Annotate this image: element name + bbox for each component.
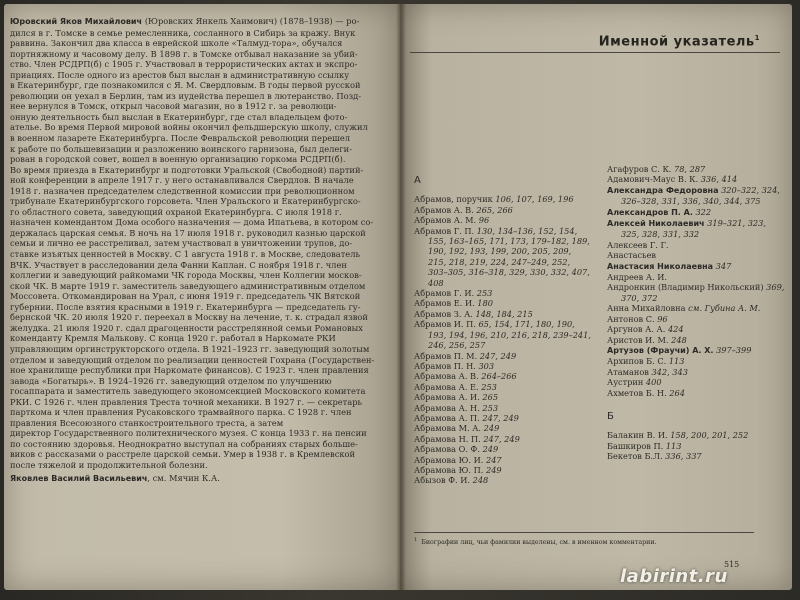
index-entry <box>414 392 592 402</box>
bio-line: раввина. Закончил два класса в еврейской школе «Талмуд-тора», обучался <box>10 38 343 49</box>
index-entry-pages: 342, 343 <box>651 366 688 377</box>
index-entry-name: Абрамова М. А. <box>414 423 482 434</box>
bio-line: директор Государственного политехнического музея. С конца 1933 г. на пенсии <box>10 428 367 439</box>
index-entry <box>607 164 785 174</box>
index-entry <box>607 356 785 366</box>
bio-line: правления Всесоюзного станкостроительного треста, а затем <box>10 417 284 428</box>
index-entry-pages: 253 <box>482 402 499 413</box>
index-entry-name: Анна Михайловна <box>607 303 686 314</box>
bio-line: госаппарата и заместитель заведующего экономсекцией Московского комитета <box>10 386 366 397</box>
index-entry-pages: 322 <box>695 206 712 217</box>
index-entry-pages: 303 <box>478 360 495 371</box>
bio-line: к работе по большевизации и разложению воинского гарнизона, был делеги- <box>10 143 353 154</box>
index-entry-name: Балакин В. И. <box>607 430 668 441</box>
index-entry-pages: 424 <box>667 324 684 335</box>
index-entry-pages: 253 <box>476 288 493 299</box>
index-entry-name: Алексеев Г. Г. <box>607 239 669 250</box>
index-entry-name: Бекетов Б.Л. <box>607 451 663 462</box>
index-title: Именной указатель$^1$ <box>598 34 760 50</box>
index-entry-name: Александров П. А. <box>607 207 693 217</box>
index-header <box>410 32 780 53</box>
bio-line: ской ЧК. В марте 1919 г. заместитель заведующего административным отделом <box>10 280 366 291</box>
index-entry-name: Антонов С. <box>607 313 655 324</box>
bio-line: дился в г. Томске в семье ремесленника, сосланного в Сибирь за кражу. Внук <box>10 27 356 38</box>
index-entry-name: Атаманов <box>607 366 649 377</box>
index-entry <box>414 288 592 298</box>
index-entry-pages: 96 <box>657 313 668 324</box>
bio-line: Моссовета. Откомандирован на Урал, с июня 1919 г. председатель ЧК Вятской <box>10 291 361 302</box>
index-entry-name: Абрамов П. Н. <box>414 360 476 371</box>
index-entry <box>607 441 785 451</box>
index-entry-name: Абрамов Г. И. <box>414 288 475 299</box>
bio-line: парткома и член правления Русаковского трамвайного парка. С 1928 г. член <box>10 407 352 418</box>
index-entry-name: Абрамова О. Ф. <box>414 444 480 455</box>
index-entry <box>607 207 785 218</box>
index-entry <box>414 309 592 319</box>
index-entry-pages: 96 <box>478 215 490 226</box>
index-entry-name: Абрамова А. Н. <box>414 402 480 413</box>
index-entry <box>607 367 785 377</box>
bio-line: революции он уехал в Берлин, там из иудейства перешел в лютеранство. Позд- <box>10 90 362 101</box>
index-entry-pages: 369, 370, 372 <box>621 282 785 303</box>
index-entry-pages: 130, 134–136, 152, 154, 155, 163–165, 171, 173, 179–182, 189, 190, 192, 193, 199, 200, 205, 209, 215, 218, 219, 224, 247–249, 252, 303–305, 316–318, 329, 330, 332, 407, 408 <box>428 225 590 288</box>
bio-line: назначен комендантом Дома особого назначения — дома Ипатьева, в котором со- <box>10 217 374 228</box>
left-page <box>4 4 400 590</box>
bio-line: управляющим оргинструкторского отдела. В 1921–1923 гг. заведующий золотым <box>10 343 370 354</box>
index-entry-name: Абрамов З. А. <box>414 308 473 319</box>
index-entry-name: Абрамов А. М. <box>414 215 477 226</box>
index-entry-pages: 106, 107, 169, 196 <box>495 194 574 205</box>
index-entry-name: Абрамова А. П. <box>414 412 480 423</box>
index-entry <box>607 218 785 240</box>
bio-line: онную деятельность был выслан в Екатеринбург, где стал владельцем фото- <box>10 111 348 122</box>
bio-line: ной конференции в апреле 1917 г. у него останавливался Свердлов. В начале <box>10 175 354 186</box>
index-entry <box>414 413 592 423</box>
bio-line: ателье. Во время Первой мировой войны окончил фельдшерскую школу, служил <box>10 122 368 133</box>
index-entry-pages: 249 <box>483 423 500 434</box>
index-entry-name: Алексей Николаевич <box>607 219 705 229</box>
bio-line: в военном лазарете Екатеринбурга. После Февральской революции перешел <box>10 133 351 144</box>
index-entry-name: Абрамов А. В. <box>414 204 474 215</box>
bio-line: Юровский Яков Михайлович (Юровских Янкель Хаимович) (1878–1938) — ро- <box>10 16 360 26</box>
index-entry <box>414 194 592 204</box>
index-entry <box>414 382 592 392</box>
index-entry-pages: 247, 249 <box>479 350 517 361</box>
index-entry <box>414 371 592 381</box>
index-entry-pages: 319–321, 323, 325, 328, 331, 332 <box>621 218 766 240</box>
index-entry-pages: 158, 200, 201, 252 <box>670 430 749 441</box>
index-entry-pages: 253 <box>481 381 497 392</box>
index-entry-name: Абрамова Ю. И. <box>414 454 484 465</box>
index-entry-pages: 113 <box>665 440 682 451</box>
index-entry <box>607 335 785 345</box>
index-entry <box>607 240 785 250</box>
index-entry-pages: 180 <box>477 298 493 309</box>
bio-line: ВЧК. Участвует в расследовании дела Фанни Каплан. С ноября 1918 г. член <box>10 259 347 270</box>
index-entry-name: Абрамов Е. И. <box>414 298 475 309</box>
bio-line: в Екатеринбург, где познакомился с Я. М. Свердловым. В годы первой русской <box>10 80 361 91</box>
bio-line: завода «Богатырь». В 1924–1926 гг. заведующий отделом по улучшению <box>10 375 332 386</box>
index-entry-name: Абрамов Г. П. <box>414 225 475 236</box>
index-entry-name: Ахметов Б. Н. <box>607 387 667 398</box>
index-entry <box>414 361 592 371</box>
biography-text <box>10 16 396 484</box>
index-entry-pages: 65, 154, 171, 180, 190, 193, 194, 196, 210, 216, 218, 239–241, 246, 256, 257 <box>428 319 591 351</box>
index-entry-pages: 249 <box>482 444 499 455</box>
bio-line: ство. Член РСДРП(б) с 1905 г. Участвовал в террористических актах и экспро- <box>10 59 358 70</box>
bio-line: портняжному и часовому делу. В 1898 г. в Томске отбывал наказание за убий- <box>10 48 358 59</box>
right-page <box>400 4 792 590</box>
index-entry-pages: см. Губина А. М. <box>688 303 761 314</box>
index-entry-pages: 148, 184, 215 <box>475 308 533 319</box>
index-entry-name: Абрамова А. В. <box>414 371 479 382</box>
index-entry <box>607 388 785 398</box>
index-entry-pages: 264–266 <box>481 371 517 382</box>
index-entry-pages: 347 <box>715 260 732 271</box>
index-entry-pages: 247 <box>485 454 502 465</box>
index-entry <box>414 434 592 444</box>
index-entry-name: Анастасьев <box>607 250 657 261</box>
index-entry <box>607 377 785 387</box>
bio-line: трибунале Екатеринбургского горсовета. Член Уральского и Екатеринбургско- <box>10 196 361 207</box>
index-entry-name: Артузов (Фраучи) А. Х. <box>607 345 714 355</box>
index-entry-pages: 113 <box>668 356 685 367</box>
index-entry-name: Адамович-Маус В. К. <box>607 174 699 185</box>
index-entry-pages: 78, 287 <box>674 164 706 174</box>
index-entry <box>607 174 785 184</box>
index-entry-pages: 336, 337 <box>665 451 702 462</box>
bio-line: ставке изъятых ценностей в Москву. С 1 августа 1918 г. в Москве, следователь <box>10 249 361 260</box>
bio-line: ное хранилище республики при Наркомате финансов). С 1923 г. член правления <box>10 365 369 376</box>
bio-ref-name: Яковлев Василий Васильевич <box>10 473 148 483</box>
index-entry <box>607 345 785 356</box>
index-entry <box>607 430 785 440</box>
bio-line: РКИ. С 1926 г. член правления Треста точной механики. В 1927 г. — секретарь <box>10 396 363 407</box>
index-entry <box>607 451 785 461</box>
index-entry-pages: 397–399 <box>716 344 752 355</box>
bio-line: после тяжелой и продолжительной болезни. <box>10 459 208 470</box>
index-entry-pages: 336, 414 <box>700 174 738 185</box>
index-entry-name: Андреев А. И. <box>607 272 667 283</box>
index-entry-name: Аргунов А. А. <box>607 324 666 335</box>
index-entry-name: Башкиров П. <box>607 440 664 451</box>
bio-line: бернской ЧК. 20 июля 1920 г. переехал в Москву на лечение, т. к. страдал язвой <box>10 312 368 323</box>
watermark-logo: labirint.ru <box>620 566 728 587</box>
bio-line: коменданту Кремля Малькову. С конца 1920 г. работал в Наркомате РКИ <box>10 333 336 344</box>
index-entry <box>414 319 592 350</box>
index-entry-name: Аустрин <box>607 377 644 388</box>
index-letter: Б <box>607 410 614 422</box>
index-entry <box>607 303 785 313</box>
index-entry-pages: 247, 249 <box>483 433 520 444</box>
index-entry <box>607 250 785 260</box>
index-entry <box>414 455 592 465</box>
index-entry-pages: 248 <box>472 475 489 486</box>
index-letter: А <box>414 175 421 186</box>
index-entry <box>414 226 592 288</box>
index-entry-name: Александра Федоровна <box>607 185 719 195</box>
index-entry <box>607 185 785 207</box>
index-entry-pages: 265 <box>482 392 499 403</box>
index-entry <box>414 444 592 454</box>
bio-line: рован в городской совет, вошел в военную организацию горкома РСДРП(б). <box>10 154 346 165</box>
index-entry <box>607 261 785 272</box>
index-entry-pages: 265, 266 <box>476 204 513 215</box>
index-entry <box>414 423 592 433</box>
bio-line: виков с рассказами о расстреле царской семьи. Умер в 1938 г. в Кремлевской <box>10 449 356 460</box>
index-entry <box>414 298 592 308</box>
index-entry-pages: 264 <box>669 387 685 398</box>
bio-line: нее вернулся в Томск, открыл часовой магазин, но в 1912 г. за революци- <box>10 101 337 112</box>
page-number: 515 <box>724 560 740 569</box>
index-entry <box>414 465 592 475</box>
index-entry-name: Абрамов П. М. <box>414 350 478 361</box>
bio-name: Юровский Яков Михайлович <box>10 17 145 26</box>
bio-line: держалась царская семья. В ночь на 17 июля 1918 г. руководил казнью царской <box>10 227 366 238</box>
index-entry-name: Аристов И. М. <box>607 334 669 345</box>
index-entry <box>607 324 785 334</box>
index-entry <box>414 351 592 361</box>
index-entry-name: Абрамова Н. П. <box>414 433 481 444</box>
index-column-right <box>607 164 785 462</box>
index-entry-name: Архипов Б. С. <box>607 356 667 367</box>
index-entry-name: Абрамов, поручик <box>414 194 493 205</box>
book-spine <box>396 4 406 590</box>
index-entry-name: Абрамов И. П. <box>414 319 476 330</box>
index-entry-name: Абрамова А. И. <box>414 392 480 403</box>
index-entry <box>414 403 592 413</box>
bio-line: Во время приезда в Екатеринбург и подготовки Уральской (Свободной) партий- <box>10 164 364 175</box>
index-entry-pages: 247, 249 <box>482 412 519 423</box>
index-entry-pages: 248 <box>671 334 687 345</box>
index-entry-pages: 400 <box>645 377 662 388</box>
index-entry-pages: 320–322, 324, 326–328, 331, 336, 340, 344, 375 <box>621 184 780 207</box>
index-entry-name: Абызов Ф. И. <box>414 475 470 486</box>
index-entry-name: Абрамова А. Е. <box>414 381 479 392</box>
bio-line: губернии. После взятия красными в 1919 г. Екатеринбурга — председатель гу- <box>10 301 361 312</box>
index-entry-name: Абрамова Ю. П. <box>414 464 484 475</box>
index-entry-pages: 249 <box>485 464 502 475</box>
index-entry <box>607 282 785 303</box>
index-entry <box>414 475 592 485</box>
index-entry <box>414 215 592 225</box>
index-entry <box>607 314 785 324</box>
bio-line: го областного совета, заведующий охраной Екатеринбурга. С июля 1918 г. <box>10 206 342 217</box>
bio-line: приациях. После одного из арестов был выслан в административную ссылку <box>10 69 350 80</box>
bio-line: коллегии и заведующий райкомами ЧК города Москвы, член Коллегии москов- <box>10 270 362 281</box>
bio-line: желудка. 21 июля 1920 г. сдал драгоценности расстрелянной семьи Романовых <box>10 322 363 333</box>
bio-line: по состоянию здоровья. Неоднократно выступал на собраниях старых больше- <box>10 438 358 449</box>
index-entry <box>607 272 785 282</box>
bio-line: 1918 г. назначен председателем следственной комиссии при революционном <box>10 185 355 196</box>
index-column-left <box>414 164 592 486</box>
index-entry <box>414 205 592 215</box>
bio-line: отделом и заведующий отделом по реализации ценностей Гохрана (Государствен- <box>10 354 375 365</box>
footnote: $^1$ Биографии лиц, чьи фамилии выделены, см. в именном комментарии. <box>414 532 754 546</box>
index-entry-name: Андронкин (Владимир Никольский) <box>607 282 764 293</box>
index-entry-name: Анастасия Николаевна <box>607 261 714 271</box>
bio-cross-reference: Яковлев Василий Васильевич, см. Мячин К.А. <box>10 472 220 483</box>
index-entry-name: Агафуров С. К. <box>607 164 672 174</box>
bio-line: семьи и лично ее расстреливал, затем участвовал в уничтожении трупов, до- <box>10 238 353 249</box>
